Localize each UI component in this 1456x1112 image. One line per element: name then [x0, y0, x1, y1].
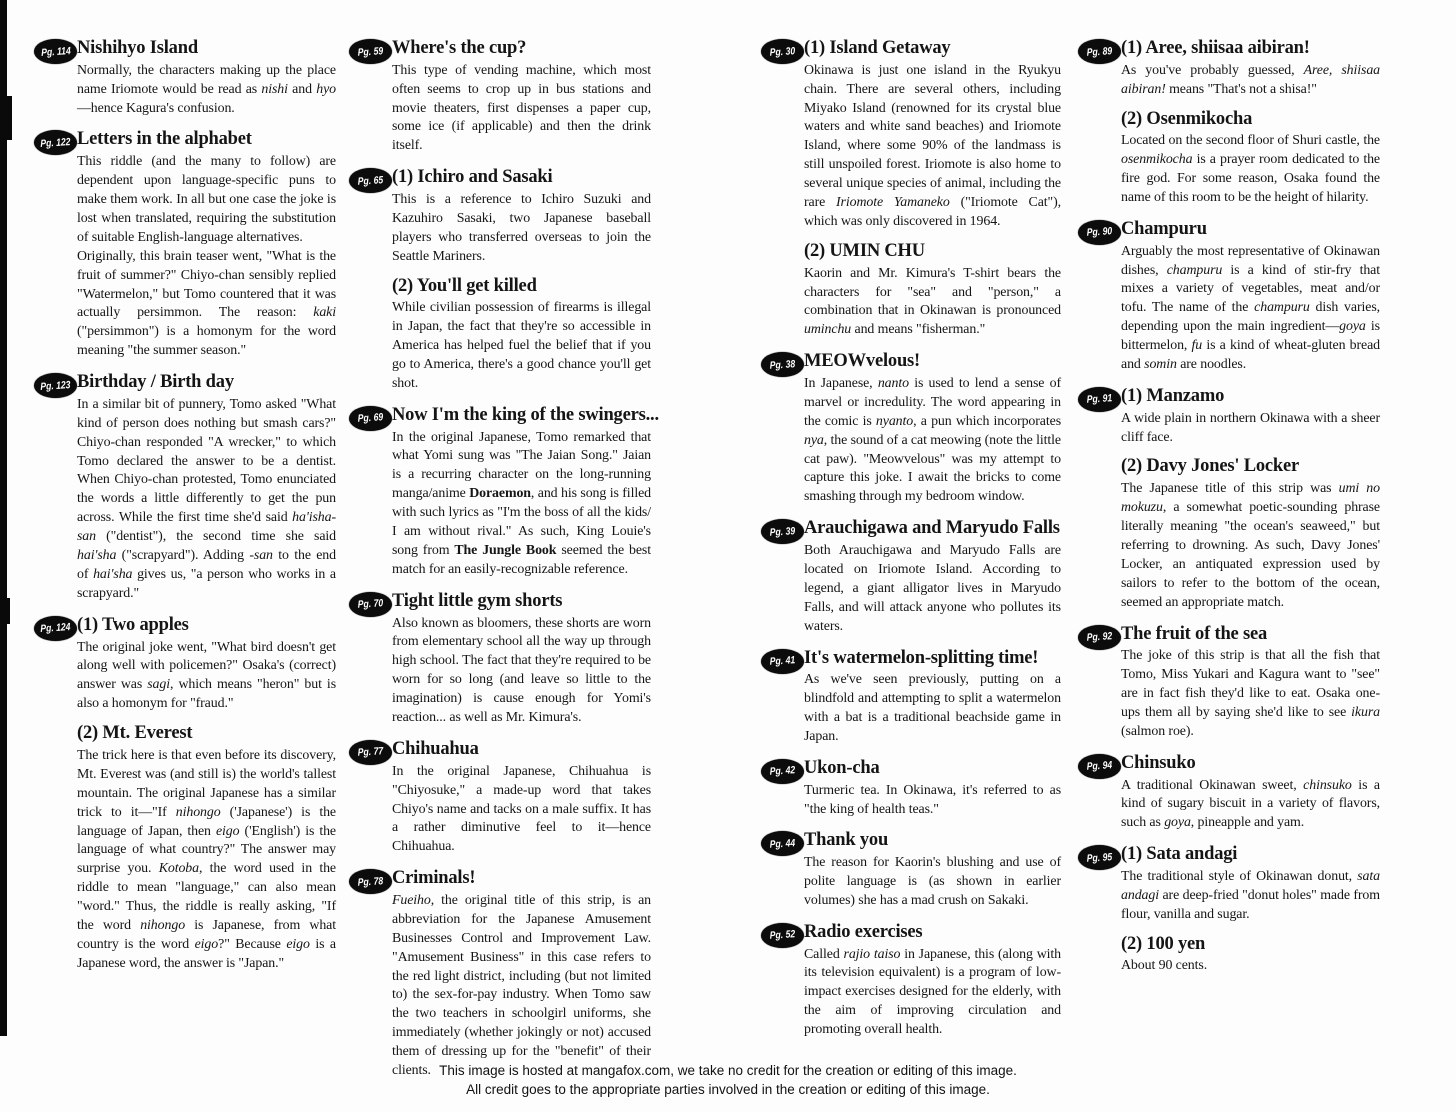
note-section [804, 922, 1061, 1040]
note-section [804, 518, 1061, 636]
note-section [1121, 38, 1380, 100]
notes-column-3 [763, 38, 1061, 1051]
page-number-badge [34, 39, 77, 64]
note-paragraph: Originally, this brain teaser went, "What is the fruit of summer?" Chiyo-chan sensibly replied "Watermelon," but Tomo countered that it was actually persimmon. The reason: kaki ("persimmon") is a homonym for the word meaning "the summer season." [77, 248, 336, 359]
note-paragraph: As you've probably guessed, Aree, shiisaa aibiran! means "That's not a shisa!" [1121, 62, 1381, 97]
page-number-label: Pg. 77 [357, 745, 384, 760]
page-number-label: Pg. 123 [40, 378, 71, 393]
note-paragraph: This is a reference to Ichiro Suzuki and Kazuhiro Sasaki, two Japanese baseball players who transferred overseas to join the Seattle Mariners. [392, 191, 651, 264]
note-entry [36, 615, 336, 974]
page-number-badge [349, 592, 392, 617]
page-number-label: Pg. 78 [357, 874, 384, 889]
page-number-badge [761, 649, 804, 674]
note-heading: Nishihyo Island [77, 38, 198, 58]
page-number-label: Pg. 90 [1086, 225, 1113, 240]
note-paragraph: In the original Japanese, Tomo remarked that what Yomi sung was "The Jaian Song." Jaian is a recurring character on the long-running manga/anime Doraemon, and his song is filled with such lyrics as "I'm the boss of all the kids/ I am without rival." As such, King Louie's song from The Jungle Book seemed the best match for an easily-recognizable reference. [392, 429, 651, 577]
page-number-badge [34, 616, 77, 641]
note-entry [763, 38, 1061, 340]
page-number-badge [349, 39, 392, 64]
note-entry [763, 648, 1061, 747]
page-number-badge [761, 352, 804, 377]
note-section [392, 276, 651, 394]
note-entry [1080, 219, 1380, 375]
note-heading: Champuru [1121, 218, 1207, 239]
note-heading: Thank you [804, 830, 889, 851]
note-section [77, 723, 336, 974]
note-paragraph: The trick here is that even before its discovery, Mt. Everest was (and still is) the world's tallest mountain. The original Japanese has a similar trick to it—"If nihongo ('Japanese') is the language of Japan, then eigo ('English') is the language of what country?" The answer may surprise you. Kotoba, the word used in the riddle to mean "language," can also mean "word." Thus, the riddle is really asking, "If the word nihongo is Japanese, from what country is the word eigo?" Because eigo is a Japanese word, the answer is "Japan." [77, 747, 336, 971]
page-number-label: Pg. 95 [1086, 850, 1113, 865]
note-heading: Where's the cup? [392, 38, 527, 58]
page-number-badge [1078, 387, 1121, 412]
note-section [1121, 753, 1380, 833]
note-entry [1080, 753, 1380, 833]
note-heading: It's watermelon-splitting time! [804, 647, 1039, 668]
note-section [392, 404, 659, 580]
note-entry [351, 591, 651, 728]
notes-column-4 [1080, 38, 1380, 987]
note-entry [763, 351, 1061, 507]
note-paragraph: In Japanese, nanto is used to lend a sense of marvel or incredulity. The word appearing in the comic is nyanto, a pun which incorporates nya, the sound of a cat meowing (note the little cat paw). "Meowvelous" was my attempt to capture this joke. I await the bricks to come smashing through my bedroom window. [804, 375, 1061, 505]
note-heading: (2) Mt. Everest [77, 723, 193, 744]
page-number-label: Pg. 44 [769, 837, 796, 851]
note-section [77, 372, 336, 604]
watermark-line-1: This image is hosted at mangafox.com, we take no credit for the creation or editing of this image. [439, 1062, 1017, 1078]
note-section [1121, 456, 1380, 612]
note-heading: Arauchigawa and Maryudo Falls [804, 518, 1060, 539]
note-section [1121, 934, 1380, 977]
note-heading: (2) 100 yen [1121, 933, 1206, 954]
page-number-badge [761, 923, 804, 948]
note-entry [763, 830, 1061, 910]
note-section [392, 739, 651, 857]
note-heading: Tight little gym shorts [392, 590, 563, 611]
note-entry [351, 739, 651, 857]
note-paragraph: The Japanese title of this strip was umi no mokuzu, a somewhat poetic-sounding phrase literally meaning "the ocean's seaweed," but referring to drowning. As such, Davy Jones' Locker, an antiquated expression used by sailors to refer to the bottom of the ocean, seemed an appropriate match. [1121, 481, 1380, 610]
note-heading: (1) Sata andagi [1121, 844, 1238, 865]
page-number-badge [34, 130, 77, 155]
note-heading: Ukon-cha [804, 757, 880, 778]
page-number-label: Pg. 114 [40, 44, 71, 59]
page-number-badge [1078, 845, 1121, 870]
note-entry [351, 404, 659, 580]
note-heading: Criminals! [392, 868, 476, 889]
page-number-badge [761, 39, 804, 64]
note-section [1121, 386, 1380, 448]
note-paragraph: In the original Japanese, Chihuahua is "Chiyosuke," a made-up word that takes Chiyo's name and tacks on a male suffix. It has a rather diminutive feel to it—hence Chihuahua. [392, 763, 651, 855]
page-number-label: Pg. 91 [1086, 392, 1113, 407]
note-entry [351, 38, 651, 156]
note-heading: Chihuahua [392, 738, 479, 759]
page-number-label: Pg. 92 [1086, 630, 1113, 644]
note-entry [351, 868, 651, 1081]
page-number-label: Pg. 38 [769, 357, 796, 372]
note-paragraph: The joke of this strip is that all the fish that Tomo, Miss Yukari and Kagura want to "see" are in fact fish they'd like to eat. Osaka one-ups them all by saying she'd like to see ikura (salmon roe). [1121, 648, 1380, 739]
page-number-label: Pg. 69 [357, 411, 384, 426]
page-number-badge [761, 519, 804, 544]
note-section [392, 591, 651, 728]
note-paragraph: Both Arauchigawa and Maryudo Falls are located on Iriomote Island. According to legend, a giant alligator lives in Maryudo Falls, and will attack anyone who pollutes its waters. [804, 543, 1061, 634]
page-number-badge [1078, 625, 1121, 650]
note-heading: (1) Manzamo [1121, 385, 1225, 406]
note-section [1121, 624, 1380, 742]
note-paragraph: The reason for Kaorin's blushing and use of polite language is (as shown in earlier volumes) she has a mad crush on Sakaki. [804, 855, 1061, 908]
note-entry [36, 372, 336, 604]
note-entry [763, 758, 1061, 820]
note-heading: MEOWvelous! [804, 351, 920, 372]
page-number-badge [349, 740, 392, 765]
scan-artifact [0, 598, 10, 624]
note-section [1121, 219, 1380, 375]
note-section [804, 351, 1061, 507]
scan-artifact [0, 0, 7, 1036]
note-heading: (2) Davy Jones' Locker [1121, 456, 1300, 477]
notes-column-2 [351, 38, 659, 1092]
page-number-badge [349, 406, 392, 431]
note-entry [1080, 38, 1380, 208]
note-section [77, 615, 336, 714]
page-number-badge [34, 373, 77, 398]
page-number-label: Pg. 70 [357, 597, 384, 612]
note-paragraph: Fueiho, the original title of this strip, is an abbreviation for the Japanese Amusement Businesses Control and Improvement Law. "Amusement Business" in this case refers to the red light district, including (but not limited to) the sex-for-pay industry. When Tomo saw the two teachers in schoolgirl uniforms, she immediately (whether jokingly or not) accused them of dressing up for the "benefit" of their clients. [392, 892, 651, 1079]
note-section [77, 38, 336, 118]
note-entry [1080, 844, 1380, 976]
note-entry [1080, 386, 1380, 613]
note-heading: (1) Ichiro and Sasaki [392, 167, 553, 188]
note-entry [36, 38, 336, 118]
page-number-label: Pg. 30 [769, 44, 796, 59]
note-section [392, 868, 651, 1081]
note-paragraph: A traditional Okinawan sweet, chinsuko is a kind of sugary biscuit in a variety of flavors, such as goya, pineapple and yam. [1121, 777, 1380, 831]
note-section [804, 38, 1061, 232]
note-section [77, 129, 336, 361]
page-number-label: Pg. 65 [357, 173, 384, 188]
page-number-badge [761, 831, 804, 856]
note-heading: Radio exercises [804, 921, 923, 942]
page-number-label: Pg. 89 [1086, 44, 1113, 59]
note-paragraph: This riddle (and the many to follow) are dependent upon language-specific puns to make them work. In all but one case the joke is lost when translated, requiring the substitution of suitable English-language alternatives. [77, 154, 336, 245]
note-heading: (1) Two apples [77, 614, 189, 635]
note-heading: (1) Island Getaway [804, 38, 951, 58]
note-section [1121, 109, 1380, 208]
note-paragraph: Turmeric tea. In Okinawa, it's referred to as "the king of health teas." [804, 782, 1061, 817]
page-number-label: Pg. 94 [1086, 759, 1113, 774]
note-section [804, 758, 1061, 820]
page-number-badge [349, 869, 392, 894]
note-paragraph: In a similar bit of punnery, Tomo asked "What kind of person does nothing but smash cars?" Chiyo-chan responded "A wrecker," to which Tomo declared the answer to be a dentist. When Chiyo-chan protested, Tomo enunciated the words a little differently to get the pun across. While the first time she'd said ha'isha-san ("dentist"), the second time she said hai'sha ("scrapyard"). Adding -san to the end of hai'sha gives us, "a person who works in a scrapyard." [77, 396, 337, 601]
note-section [1121, 844, 1380, 924]
page-number-label: Pg. 42 [769, 764, 796, 779]
notes-column-1 [36, 38, 336, 985]
note-section [804, 241, 1061, 340]
note-entry [1080, 624, 1380, 742]
note-paragraph: Called rajio taiso in Japanese, this (along with its television equivalent) is a program of low-impact exercises designed for the elderly, with the aim of improving circulation and promoting overall health. [804, 946, 1061, 1038]
note-paragraph: While civilian possession of firearms is illegal in Japan, the fact that they're so accessible in America has helped fuel the belief that if you go to America, there's a good chance you'll get shot. [392, 300, 651, 391]
note-section [392, 167, 651, 266]
page-number-badge [1078, 220, 1121, 245]
note-heading: (2) Osenmikocha [1121, 108, 1253, 129]
note-paragraph: About 90 cents. [1121, 958, 1208, 974]
page-number-label: Pg. 124 [40, 621, 71, 636]
note-entry [763, 518, 1061, 636]
page-number-badge [349, 168, 392, 193]
scan-artifact [0, 96, 12, 140]
note-heading: The fruit of the sea [1121, 623, 1268, 644]
note-heading: Letters in the alphabet [77, 129, 252, 150]
note-paragraph: The original joke went, "What bird doesn't get along well with policemen?" Osaka's (correct) answer was sagi, which means "heron" but is also a homonym for "fraud." [77, 639, 336, 712]
note-paragraph: Normally, the characters making up the place name Iriomote would be read as nishi and hyo—hence Kagura's confusion. [77, 62, 336, 116]
watermark-line-2: All credit goes to the appropriate parties involved in the creation or editing of this image. [466, 1082, 990, 1098]
note-section [804, 648, 1061, 747]
note-section [804, 830, 1061, 910]
note-paragraph: As we've seen previously, putting on a blindfold and attempting to split a watermelon with a bat is a traditional beachside game in Japan. [804, 672, 1061, 744]
note-heading: (2) UMIN CHU [804, 240, 925, 261]
note-section [392, 38, 651, 156]
note-paragraph: Also known as bloomers, these shorts are worn from elementary school all the way up through high school. The fact that they're required to be worn for so long (and leave so little to the imagination) is cause enough for Yomi's reaction... as well as Mr. Kimura's. [392, 615, 651, 726]
page-number-badge [1078, 754, 1121, 779]
note-heading: (1) Aree, shiisaa aibiran! [1121, 38, 1310, 58]
note-heading: Birthday / Birth day [77, 372, 234, 393]
note-entry [763, 922, 1061, 1040]
page-number-badge [761, 759, 804, 784]
note-paragraph: A wide plain in northern Okinawa with a sheer cliff face. [1121, 410, 1380, 445]
note-heading: (2) You'll get killed [392, 275, 537, 296]
note-entry [36, 129, 336, 361]
note-paragraph: This type of vending machine, which most often seems to crop up in bus stations and movie theaters, first dispenses a paper cup, some ice (if applicable) and then the drink itself. [392, 62, 651, 154]
note-paragraph: The traditional style of Okinawan donut, sata andagi are deep-fried "donut holes" made from flour, vanilla and sugar. [1121, 868, 1380, 922]
note-heading: Now I'm the king of the swingers... [392, 404, 659, 425]
note-paragraph: Located on the second floor of Shuri castle, the osenmikocha is a prayer room dedicated to the fire god. For some reason, Osaka found the name of this room to be the height of hilarity. [1121, 133, 1380, 205]
note-heading: Chinsuko [1121, 752, 1196, 773]
page-number-label: Pg. 41 [769, 654, 796, 668]
note-entry [351, 167, 651, 394]
note-paragraph: Okinawa is just one island in the Ryukyu chain. There are several others, including Miyako Island (renowned for its crystal blue waters and white sand beaches) and Iriomote Island, where some 90% of the landmass is still unspoiled forest. Iriomote is also home to several unique species of animal, including the rare Iriomote Yamaneko ("Iriomote Cat"), which was only discovered in 1964. [804, 62, 1061, 229]
page-number-label: Pg. 39 [769, 524, 796, 539]
page-number-badge [1078, 39, 1121, 64]
page-number-label: Pg. 52 [769, 928, 796, 943]
note-paragraph: Kaorin and Mr. Kimura's T-shirt bears the characters for "sea" and "person," a combination that in Okinawan is pronounced uminchu and means "fisherman." [804, 265, 1061, 338]
page-number-label: Pg. 59 [357, 44, 384, 59]
page-number-label: Pg. 122 [40, 135, 71, 150]
note-paragraph: Arguably the most representative of Okinawan dishes, champuru is a kind of stir-fry that mixes a variety of vegetables, meat and/or tofu. The name of the champuru dish varies, depending upon the main ingredient—goya is bittermelon, fu is a kind of wheat-gluten bread and somin are noodles. [1121, 243, 1380, 373]
hosting-watermark [0, 1061, 1456, 1100]
